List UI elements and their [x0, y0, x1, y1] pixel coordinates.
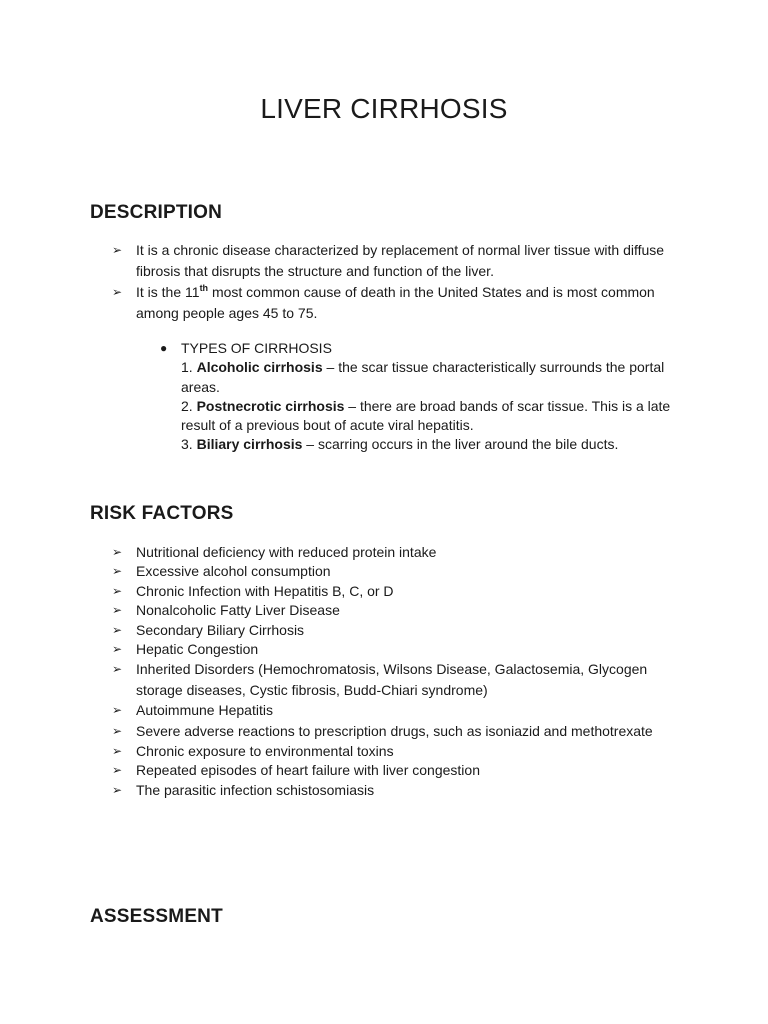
list-item: ➢ Nonalcoholic Fatty Liver Disease — [112, 601, 670, 620]
risk-factors-heading: RISK FACTORS — [90, 503, 234, 524]
description-heading: DESCRIPTION — [90, 202, 223, 223]
arrowhead-bullet-icon: ➢ — [112, 743, 123, 758]
arrowhead-bullet-icon: ➢ — [112, 603, 123, 618]
arrowhead-bullet-icon: ➢ — [112, 285, 123, 299]
list-item: ➢ Severe adverse reactions to prescription drugs, such as isoniazid and methotrexate — [112, 721, 670, 742]
arrowhead-bullet-icon: ➢ — [112, 703, 123, 718]
list-item: ➢ The parasitic infection schistosomiasis — [112, 781, 670, 800]
round-bullet-icon: ● — [160, 341, 168, 355]
arrowhead-bullet-icon: ➢ — [112, 723, 123, 738]
list-item: ➢ Autoimmune Hepatitis — [112, 701, 670, 720]
risk-factors-list — [112, 543, 670, 800]
arrowhead-bullet-icon: ➢ — [112, 662, 123, 677]
list-item — [112, 282, 670, 324]
type-entry: 1. Alcoholic cirrhosis – the scar tissue characteristically surrounds the portal areas. — [181, 359, 665, 395]
description-text: It is the 11th most common cause of death in the United States and is most common among people ages 45 to 75. — [136, 283, 655, 321]
description-list — [112, 240, 670, 324]
list-item: ➢ Chronic exposure to environmental toxins — [112, 742, 670, 761]
type-entry: 2. Postnecrotic cirrhosis – there are broad bands of scar tissue. This is a late result of a previous bout of acute viral hepatitis. — [181, 397, 671, 434]
assessment-heading: ASSESSMENT — [90, 906, 223, 927]
document-title: LIVER CIRRHOSIS — [260, 93, 508, 124]
list-item: ➢ Secondary Biliary Cirrhosis — [112, 621, 670, 640]
arrowhead-bullet-icon: ➢ — [112, 243, 123, 257]
list-item: ➢ Hepatic Congestion — [112, 640, 670, 659]
arrowhead-bullet-icon: ➢ — [112, 642, 123, 657]
list-item: ➢ Inherited Disorders (Hemochromatosis, Wilsons Disease, Galactosemia, Glycogen storage diseases, Cystic fibrosis, Budd-Chiari syndrome) — [112, 661, 648, 699]
list-item: ➢ Excessive alcohol consumption — [112, 562, 670, 581]
arrowhead-bullet-icon: ➢ — [112, 763, 123, 778]
list-item — [112, 240, 670, 282]
arrowhead-bullet-icon: ➢ — [112, 545, 123, 559]
list-item: ➢ Repeated episodes of heart failure with liver congestion — [112, 761, 670, 780]
type-entry: 3. Biliary cirrhosis – scarring occurs in the liver around the bile ducts. — [181, 436, 619, 453]
list-item: ➢ Chronic Infection with Hepatitis B, C, or D — [112, 582, 670, 601]
types-of-cirrhosis-list — [160, 339, 673, 455]
arrowhead-bullet-icon: ➢ — [112, 622, 123, 637]
arrowhead-bullet-icon: ➢ — [112, 564, 123, 579]
list-item — [160, 339, 673, 455]
list-item: ➢ Nutritional deficiency with reduced protein intake — [112, 543, 670, 562]
arrowhead-bullet-icon: ➢ — [112, 583, 123, 598]
arrowhead-bullet-icon: ➢ — [112, 782, 123, 797]
types-label: TYPES OF CIRRHOSIS — [181, 340, 332, 356]
description-text: It is a chronic disease characterized by replacement of normal liver tissue with diffuse fibrosis that disrupts the structure and function of the liver. — [136, 242, 665, 279]
